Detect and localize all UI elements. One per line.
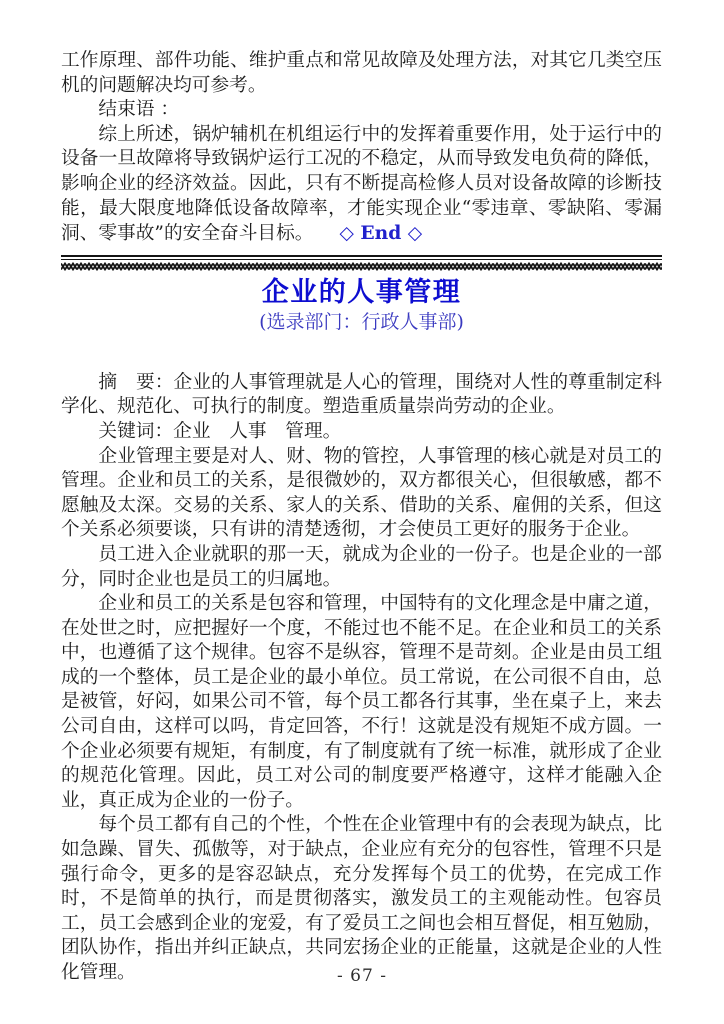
body-paragraph: 每个员工都有自己的个性，个性在企业管理中有的会表现为缺点，比如急躁、冒失、孤傲等，对于缺点，企业应有充分的包容性，管理不只是强行命令，更多的是容忍缺点，充分发挥每个员工的优势，在完成工作时，不是简单的执行，而是贯彻落实，激发员工的主观能动性。包容员工，员工会感到企业的宠爱，有了爱员工之间也会相互督促，相互勉励，团队协作，指出并纠正缺点，共同宏扬企业的正能量，这就是企业的人性化管理。 (61, 814, 662, 983)
section-divider (61, 255, 662, 271)
closing-paragraph (61, 123, 662, 247)
closing-paragraph-tail: 工作原理、部件功能、维护重点和常见故障及处理方法，对其它几类空压机的问题解决均可参考。 (61, 50, 662, 96)
page-content (61, 49, 662, 986)
article-title: 企业的人事管理 (261, 276, 462, 308)
closing-label: 结束语 ： (98, 99, 180, 121)
keywords-paragraph: 关键词：企业 人事 管理。 (98, 420, 342, 442)
end-mark: ◇ End ◇ (339, 222, 423, 245)
double-rule (61, 255, 662, 260)
abstract-paragraph: 摘 要：企业的人事管理就是人心的管理，围绕对人性的尊重制定科学化、规范化、可执行的制度。塑造重质量崇尚劳动的企业。 (61, 371, 662, 418)
article-subtitle: (选录部门：行政人事部) (259, 310, 464, 333)
page-number: - 67 - (337, 966, 387, 986)
body-paragraph: 员工进入企业就职的那一天，就成为企业的一份子。也是企业的一部分，同时企业也是员工的归属地。 (61, 543, 662, 590)
body-paragraph: 企业管理主要是对人、财、物的管控，人事管理的核心就是对员工的管理。企业和员工的关系，是很微妙的，双方都很关心，但很敏感，都不愿触及太深。交易的关系、家人的关系、借助的关系、雇佣的关系，但这个关系必须要谈，只有讲的清楚透彻，才会使员工更好的服务于企业。 (61, 445, 662, 541)
body-paragraph: 企业和员工的关系是包容和管理，中国特有的文化理念是中庸之道，在处世之时，应把握好一个度，不能过也不能不足。在企业和员工的关系中，也遵循了这个规律。包容不是纵容，管理不是苛刻。企业是由员工组成的一个整体，员工是企业的最小单位。员工常说，在公司很不自由，总是被管，好闷，如果公司不管，每个员工都各行其事，坐在桌子上，来去公司自由，这样可以吗，肯定回答，不行！这就是没有规矩不成方圆。一个企业必须要有规矩，有制度，有了制度就有了统一标准，就形成了企业的规范化管理。因此，员工对公司的制度要严格遵守，这样才能融入企业，真正成为企业的一份子。 (61, 593, 662, 811)
closing-paragraph-text: 综上所述，锅炉辅机在机组运行中的发挥着重要作用，处于运行中的设备一旦故障将导致锅炉运行工况的不稳定，从而导致发电负荷的降低，影响企业的经济效益。因此，只有不断提高检修人员对设备故障的诊断技能，最大限度地降低设备故障率，才能实现企业“零违章、零缺陷、零漏洞、零事故”的安全奋斗目标。 (61, 123, 662, 245)
zigzag-ornament-icon (61, 262, 662, 271)
